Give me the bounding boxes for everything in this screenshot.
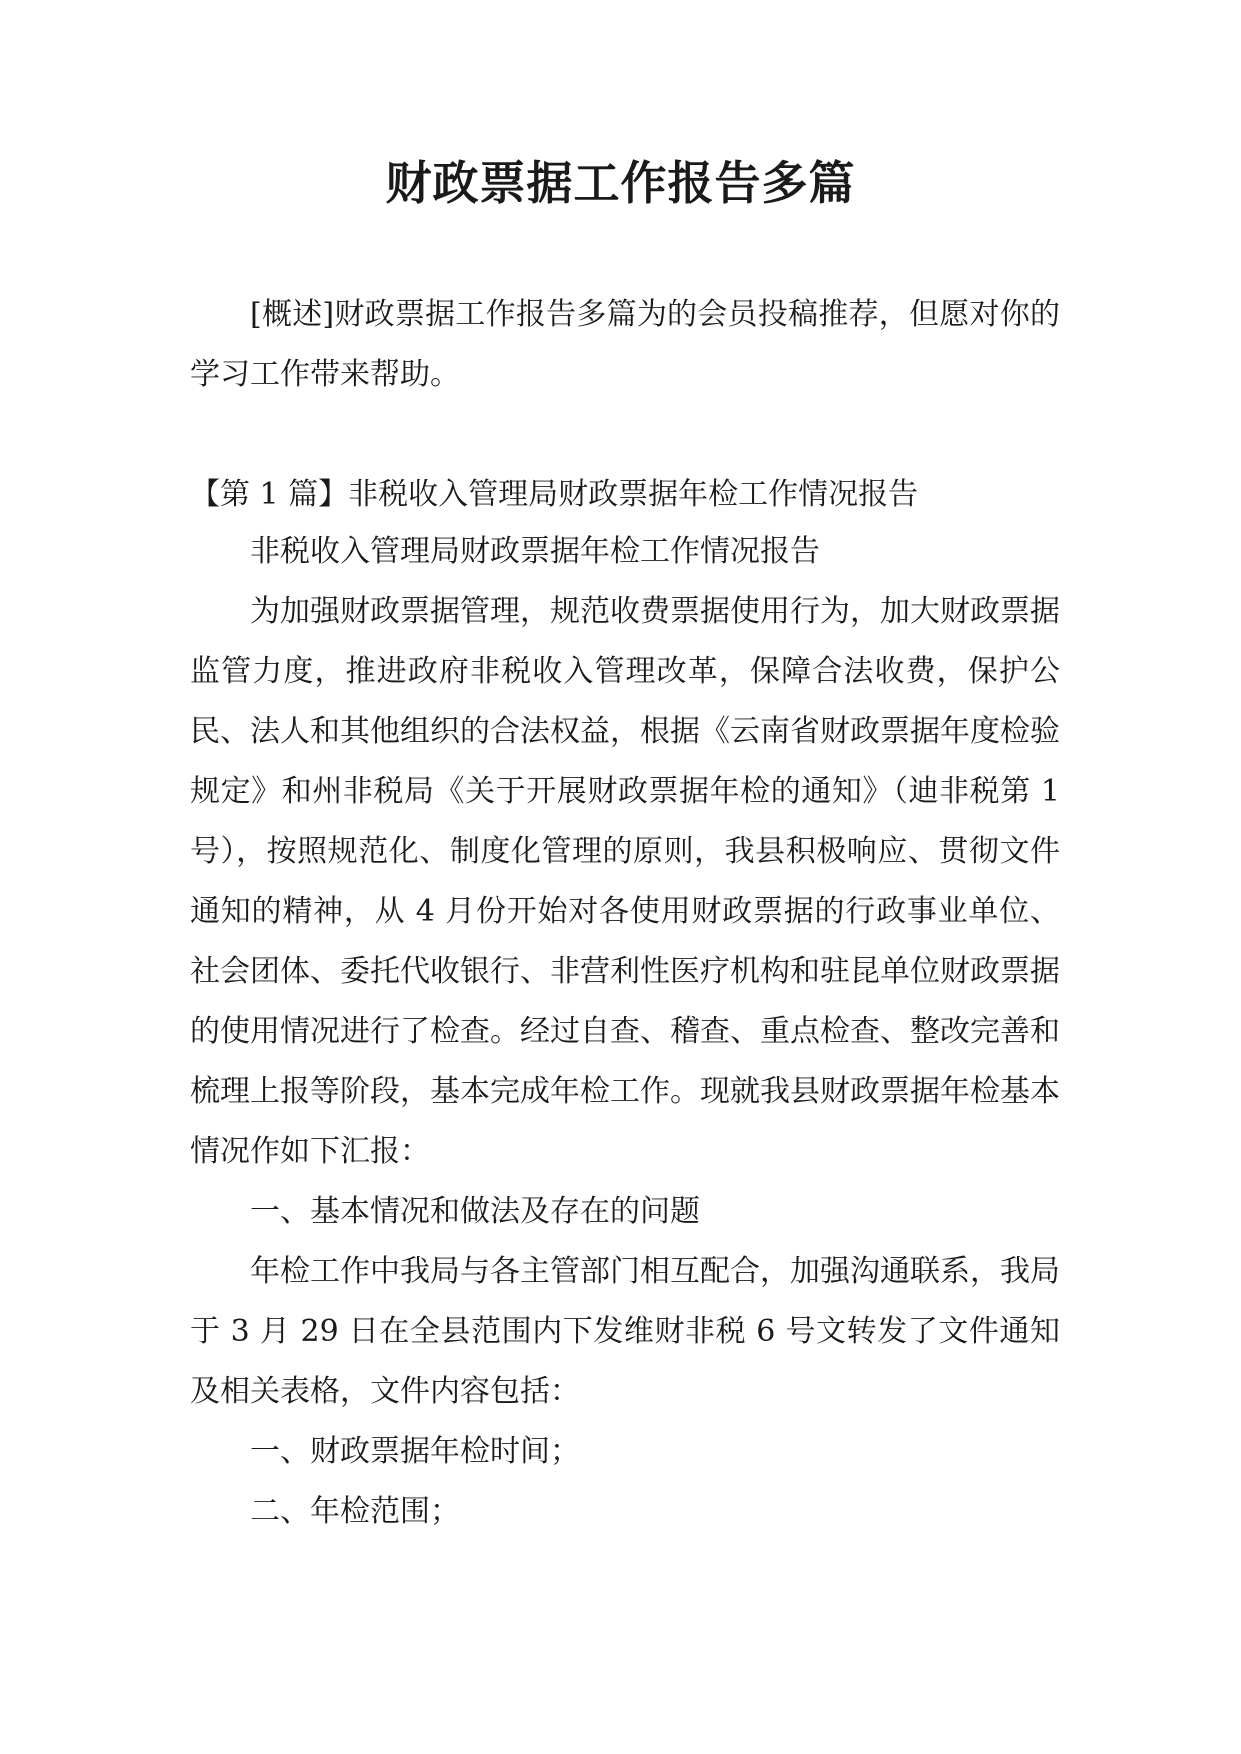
paragraph-report-title: 非税收入管理局财政票据年检工作情况报告 bbox=[250, 534, 820, 569]
paragraph-intro: 为加强财政票据管理，规范收费票据使用行为，加大财政票据监管力度，推进政府非税收入管理改革，保障合法收费，保护公民、法人和其他组织的合法权益，根据《云南省财政票据年度检验规定》和州非税局《关于开展财政票据年检的通知》（迪非税第 1 号），按照规范化、制度化管理的原则，我县积极响应、贯彻文件通知的精神，从 4 月份开始对各使用财政票据的行政事业单位、社会团体、委托代收银行、非营利性医疗机构和驻昆单位财政票据的使用情况进行了检查。经过自查、稽查、重点检查、整改完善和梳理上报等阶段，基本完成年检工作。现就我县财政票据年检基本情况作如下汇报： bbox=[190, 594, 1060, 1169]
paragraph-cooperation: 年检工作中我局与各主管部门相互配合，加强沟通联系，我局于 3 月 29 日在全县范围内下发维财非税 6 号文转发了文件通知及相关表格，文件内容包括： bbox=[190, 1254, 1060, 1409]
paragraph-list-item-2: 二、年检范围； bbox=[250, 1494, 460, 1529]
summary-paragraph: [概述]财政票据工作报告多篇为的会员投稿推荐，但愿对你的学习工作带来帮助。 bbox=[190, 297, 1060, 392]
main-body bbox=[190, 522, 1060, 1542]
paragraph-heading-basic-situation: 一、基本情况和做法及存在的问题 bbox=[250, 1194, 700, 1229]
paragraph-list-item-1: 一、财政票据年检时间； bbox=[250, 1434, 580, 1469]
section-heading: 【第 1 篇】非税收入管理局财政票据年检工作情况报告 bbox=[190, 477, 919, 512]
document-title: 财政票据工作报告多篇 bbox=[385, 156, 856, 210]
